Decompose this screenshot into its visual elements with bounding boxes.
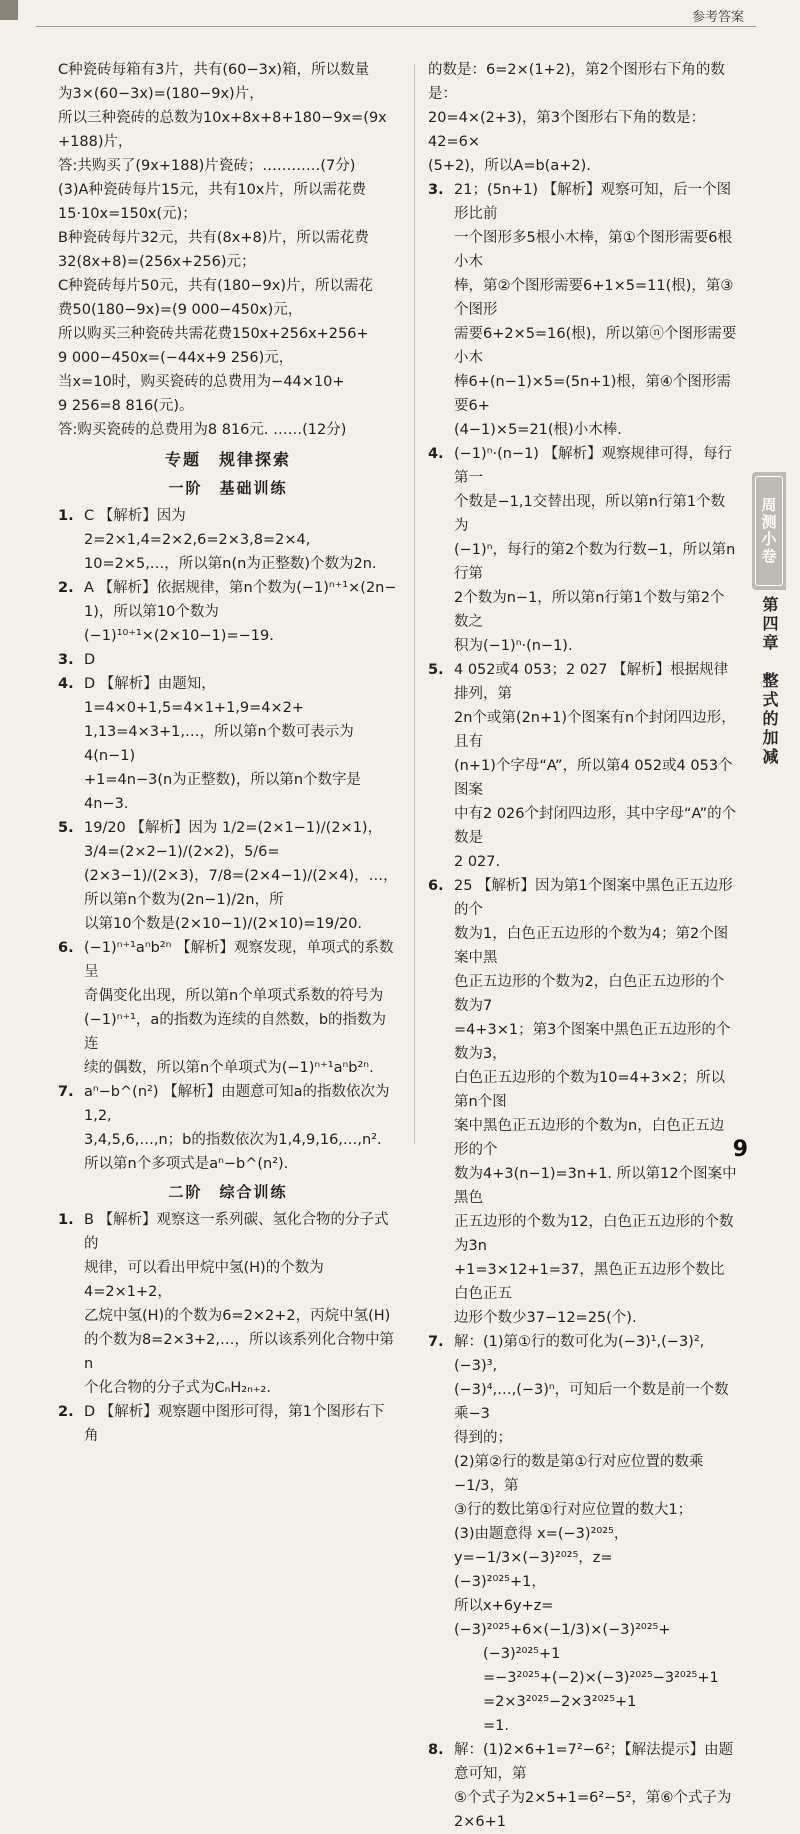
text-line: 15·10x=150x(元)； — [58, 206, 197, 222]
item-number: 4. — [58, 676, 74, 692]
item-line: 所以x+6y+z=(−3)²⁰²⁵+6×(−1/3)×(−3)²⁰²⁵+ — [454, 1598, 671, 1638]
text-line: 为3×(60−3x)=(180−9x)片， — [58, 86, 264, 102]
text-line: B种瓷砖每片32元，共有(8x+8)片，所以需花费 — [58, 230, 369, 246]
item-line: 4 052或4 053；2 027 【解析】根据规律排列，第 — [454, 662, 729, 702]
item-line: 1,13=4×3+1,…，所以第n个数可表示为4(n−1) — [84, 724, 354, 764]
item-line: 需要6+2×5=16(根)，所以第ⓝ个图形需要小木 — [454, 326, 737, 366]
item-line: A 【解析】依据规律，第n个数为(−1)ⁿ⁺¹×(2n− — [84, 580, 397, 596]
item-line: =1. — [454, 1718, 509, 1734]
text-line: C种瓷砖每箱有3片，共有(60−3x)箱，所以数量 — [58, 62, 370, 78]
item-line: ⑤个式子为2×5+1=6²−5²，第⑥个式子为2×6+1 — [454, 1790, 732, 1830]
item-line: 续的偶数，所以第n个单项式为(−1)ⁿ⁺¹aⁿb²ⁿ. — [84, 1060, 374, 1076]
item-line: 解：(1)2×6+1=7²−6²；【解法提示】由题意可知，第 — [454, 1742, 734, 1782]
left-column — [58, 58, 398, 1448]
text-line: 所以三种瓷砖的总数为10x+8x+8+180−9x=(9x — [58, 110, 387, 126]
answer-item — [58, 1080, 398, 1176]
item-line: 数为1，白色正五边形的个数为4；第2个图案中黑 — [454, 926, 729, 966]
text-line: 20=4×(2+3)，第3个图形右下角的数是：42=6× — [428, 110, 706, 150]
item-line: C 【解析】因为2=2×1,4=2×2,6=2×3,8=2×4, — [84, 508, 311, 548]
item-line: 乙烷中氢(H)的个数为6=2×2+2，丙烷中氢(H) — [84, 1308, 391, 1324]
item-number: 7. — [58, 1084, 74, 1100]
item-line: 棒6+(n−1)×5=(5n+1)根，第④个图形需要6+ — [454, 374, 731, 414]
column-divider — [414, 64, 415, 1144]
item-line: (−3)²⁰²⁵+1 — [454, 1646, 561, 1662]
item-line: (−1)ⁿ·(n−1) 【解析】观察规律可得，每行第一 — [454, 446, 733, 486]
answer-item — [58, 936, 398, 1080]
item-line: 个化合物的分子式为CₙH₂ₙ₊₂. — [84, 1380, 271, 1396]
item-number: 6. — [428, 878, 444, 894]
item-number: 5. — [58, 820, 74, 836]
answer-item — [58, 816, 398, 936]
side-tab-label: 周测小卷 — [755, 476, 783, 586]
right-column — [428, 58, 738, 1834]
item-number: 2. — [58, 1404, 74, 1420]
item-line: (−1)ⁿ⁺¹，a的指数为连续的自然数，b的指数为连 — [84, 1012, 387, 1052]
answer-item — [58, 672, 398, 816]
item-line: 2 027. — [454, 854, 501, 870]
answer-item — [428, 178, 738, 442]
item-line: 规律，可以看出甲烷中氢(H)的个数为4=2×1+2， — [84, 1260, 324, 1300]
text-line: +188)片， — [58, 134, 133, 150]
answer-item — [428, 1330, 738, 1738]
item-line: 的个数为8=2×3+2,…，所以该系列化合物中第n — [84, 1332, 394, 1372]
item-line: (3)由题意得 x=(−3)²⁰²⁵，y=−1/3×(−3)²⁰²⁵，z= — [454, 1526, 629, 1566]
header-rule — [36, 26, 756, 27]
side-tab[interactable] — [752, 472, 786, 590]
text-line: C种瓷砖每片50元，共有(180−9x)片，所以需花 — [58, 278, 374, 294]
item-line: (−3)⁴,…,(−3)ⁿ，可知后一个数是前一个数乘−3 — [454, 1382, 729, 1422]
text-line: (3)A种瓷砖每片15元，共有10x片，所以需花费 — [58, 182, 366, 198]
item-line: (−1)ⁿ，每行的第2个数为行数−1，所以第n行第 — [454, 542, 736, 582]
text-line: 答:共购买了(9x+188)片瓷砖；…………(7分) — [58, 158, 356, 174]
item-line: 棒，第②个图形需要6+1×5=11(根)，第③个图形 — [454, 278, 734, 318]
item-line: 25 【解析】因为第1个图案中黑色正五边形的个 — [454, 878, 733, 918]
item-number: 8. — [428, 1742, 444, 1758]
item-line: aⁿ−b^(n²) 【解析】由题意可知a的指数依次为1,2, — [84, 1084, 390, 1124]
page-header: 参考答案 — [691, 10, 744, 25]
text-line: (5+2)，所以A=b(a+2). — [428, 158, 591, 174]
item-line: D — [84, 652, 96, 668]
answer-item — [58, 576, 398, 648]
item-line: 2个数为n−1，所以第n行第1个数与第2个数之 — [454, 590, 725, 630]
item-line: 19/20 【解析】因为 1/2=(2×1−1)/(2×1)，3/4=(2×2−1)/(2×2)，5/6= — [84, 820, 383, 860]
text-line: 32(8x+8)=(256x+256)元； — [58, 254, 256, 270]
item-line: ③行的数比第①行对应位置的数大1； — [454, 1502, 693, 1518]
item-line: 3,4,5,6,…,n；b的指数依次为1,4,9,16,…,n². — [84, 1132, 382, 1148]
item-line: 2n个或第(2n+1)个图案有n个封闭四边形，且有 — [454, 710, 736, 750]
item-line: B 【解析】观察这一系列碳、氢化合物的分子式的 — [84, 1212, 389, 1252]
answer-item — [58, 504, 398, 576]
answer-item — [428, 658, 738, 874]
item-line: 数为4+3(n−1)=3n+1. 所以第12个图案中黑色 — [454, 1166, 737, 1206]
item-number: 6. — [58, 940, 74, 956]
item-line: 色正五边形的个数为2，白色正五边形的个数为7 — [454, 974, 725, 1014]
item-number: 3. — [428, 182, 444, 198]
item-number: 3. — [58, 652, 74, 668]
answer-item — [58, 648, 398, 672]
item-number: 2. — [58, 580, 74, 596]
item-line: =−3²⁰²⁵+(−2)×(−3)²⁰²⁵−3²⁰²⁵+1 — [454, 1670, 719, 1686]
subsection-title: 一阶 基础训练 — [168, 479, 288, 497]
item-line: (2)第②行的数是第①行对应位置的数乘−1/3，第 — [454, 1454, 704, 1494]
item-line: +1=3×12+1=37，黑色正五边形个数比白色正五 — [454, 1262, 725, 1302]
item-line: 边形个数少37−12=25(个). — [454, 1310, 637, 1326]
item-line: (2×3−1)/(2×3)，7/8=(2×4−1)/(2×4)，…，所以第n个数为(2n−1)/2n，所 — [84, 868, 398, 908]
item-line: 中有2 026个封闭四边形，其中字母“A”的个数是 — [454, 806, 737, 846]
item-number: 7. — [428, 1334, 444, 1350]
subsection-title: 二阶 综合训练 — [168, 1183, 288, 1201]
item-number: 1. — [58, 508, 74, 524]
item-number: 5. — [428, 662, 444, 678]
item-line: =2×3²⁰²⁵−2×3²⁰²⁵+1 — [454, 1694, 637, 1710]
item-number: 4. — [428, 446, 444, 462]
item-line: 个数是−1,1交替出现，所以第n行第1个数为 — [454, 494, 726, 534]
item-line: (n+1)个字母“A”，所以第4 052或4 053个图案 — [454, 758, 733, 798]
answer-item — [58, 1400, 398, 1448]
item-line: 正五边形的个数为12，白色正五边形的个数为3n — [454, 1214, 734, 1254]
section-title: 专题 规律探索 — [164, 450, 291, 469]
item-line: D 【解析】由题知，1=4×0+1,5=4×1+1,9=4×2+ — [84, 676, 305, 716]
answer-item — [428, 1738, 738, 1834]
text-line: 所以购买三种瓷砖共需花费150x+256x+256+ — [58, 326, 369, 342]
page-number: 9 — [732, 1137, 748, 1162]
item-line: 得到的； — [454, 1430, 512, 1446]
item-line: (4−1)×5=21(根)小木棒. — [454, 422, 622, 438]
text-line: 的数是：6=2×(1+2)，第2个图形右下角的数是： — [428, 62, 725, 102]
answer-item — [428, 442, 738, 658]
item-line: +1=4n−3(n为正整数)，所以第n个数字是4n−3. — [84, 772, 362, 812]
item-line: 以第10个数是(2×10−1)/(2×10)=19/20. — [84, 916, 363, 932]
item-line: (−1)ⁿ⁺¹aⁿb²ⁿ 【解析】观察发现，单项式的系数呈 — [84, 940, 394, 980]
chapter-label: 第四章 整式的加减 — [760, 596, 779, 767]
item-line: D 【解析】观察题中图形可得，第1个图形右下角 — [84, 1404, 385, 1444]
item-line: 所以第n个多项式是aⁿ−b^(n²). — [84, 1156, 289, 1172]
answer-item — [428, 874, 738, 1330]
item-line: 白色正五边形的个数为10=4+3×2；所以第n个图 — [454, 1070, 726, 1110]
item-line: 解：(1)第①行的数可化为(−3)¹,(−3)²,(−3)³, — [454, 1334, 705, 1374]
item-line: 1)，所以第10个数为(−1)¹⁰⁺¹×(2×10−1)=−19. — [84, 604, 274, 644]
item-line: 10=2×5,…，所以第n(n为正整数)个数为2n. — [84, 556, 377, 572]
answer-item — [58, 1208, 398, 1400]
item-line: 奇偶变化出现，所以第n个单项式系数的符号为 — [84, 988, 384, 1004]
text-line: 答:购买瓷砖的总费用为8 816元. ……(12分) — [58, 422, 347, 438]
text-line: 9 000−450x=(−44x+9 256)元， — [58, 350, 294, 366]
text-line: 9 256=8 816(元)。 — [58, 398, 194, 414]
text-line: 费50(180−9x)=(9 000−450x)元， — [58, 302, 303, 318]
item-line: 一个图形多5根小木棒，第①个图形需要6根小木 — [454, 230, 732, 270]
item-line: (−3)²⁰²⁵+1， — [454, 1574, 546, 1590]
item-line: =4+3×1；第3个图案中黑色正五边形的个数为3， — [454, 1022, 731, 1062]
text-line: 当x=10时，购买瓷砖的总费用为−44×10+ — [58, 374, 345, 390]
item-line: 案中黑色正五边形的个数为n，白色正五边形的个 — [454, 1118, 725, 1158]
item-number: 1. — [58, 1212, 74, 1228]
item-line: 21；(5n+1) 【解析】观察可知，后一个图形比前 — [454, 182, 732, 222]
corner-mark — [0, 0, 18, 20]
item-line: 积为(−1)ⁿ·(n−1). — [454, 638, 573, 654]
